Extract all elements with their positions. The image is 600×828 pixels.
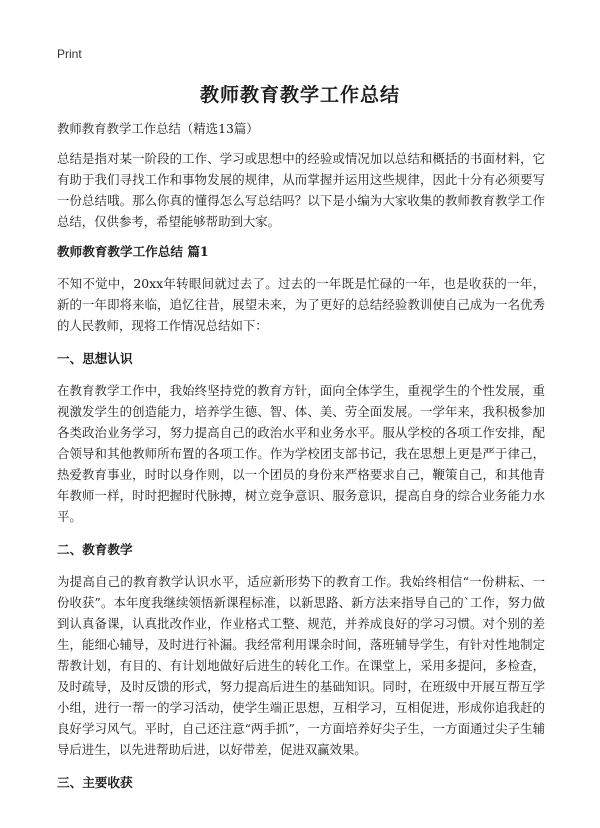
section-heading-teaching: 二、教育教学 (57, 542, 133, 557)
opening-paragraph: 不知不觉中，20xx年转眼间就过去了。过去的一年既是忙碌的一年，也是收获的一年，新的一年即将来临，追忆往昔，展望未来，为了更好的总结经验教训使自己成为一名优秀的人民教师，现将工作情况总结如下： (57, 276, 545, 333)
document-content (57, 118, 545, 804)
page-title: 教师教育教学工作总结 (199, 84, 400, 106)
document-subtitle: 教师教育教学工作总结（精选13篇） (57, 121, 259, 136)
section-body-thought: 在教育教学工作中，我始终坚持党的教育方针，面向全体学生，重视学生的个性发展，重视激发学生的创造能力，培养学生德、智、体、美、劳全面发展。一学年来，我积极参加各类政治业务学习，努力提高自己的政治水平和业务水平。服从学校的各项工作安排，配合领导和其他教师所布置的各项工作。作为学校团支部书记，我在思想上更是严于律己，热爱教育事业，时时以身作则，以一个团员的身份来严格要求自己，鞭策自己，和其他青年教师一样，时时把握时代脉搏，树立竞争意识、服务意识，提高自身的综合业务能力水平。 (57, 383, 545, 524)
intro-paragraph: 总结是指对某一阶段的工作、学习或思想中的经验或情况加以总结和概括的书面材料，它有助于我们寻找工作和事物发展的规律，从而掌握并运用这些规律，因此十分有必须要写一份总结哦。那么你真的懂得怎么写总结吗？以下是小编为大家收集的教师教育教学工作总结，仅供参考，希望能够帮助到大家。 (57, 151, 545, 229)
section-heading-gains: 三、主要收获 (57, 775, 133, 790)
print-link[interactable]: Print (57, 47, 82, 61)
article-heading: 教师教育教学工作总结 篇1 (57, 244, 209, 259)
section-heading-thought: 一、思想认识 (57, 351, 133, 366)
section-body-teaching: 为提高自己的教育教学认识水平，适应新形势下的教育工作。我始终相信“一份耕耘、一份收获”。本年度我继续领悟新课程标准，以新思路、新方法来指导自己的`工作，努力做到认真备课，认真批改作业，作业格式工整、规范，并养成良好的学习习惯。对个别的差生，能细心辅导，及时进行补漏。我经常利用课余时间，落班辅导学生，有针对性地制定帮教计划，有目的、有计划地做好后进生的转化工作。在课堂上，采用多提问，多检查，及时疏导，及时反馈的形式，努力提高后进生的基础知识。同时，在班级中开展互帮互学小组，进行一帮一的学习活动，使学生端正思想，互相学习，互相促进，形成你追我赶的良好学习风气。平时，自己还注意“两手抓”，一方面培养好尖子生，一方面通过尖子生辅导后进生，以先进帮助后进，以好带差，促进双赢效果。 (57, 574, 545, 757)
